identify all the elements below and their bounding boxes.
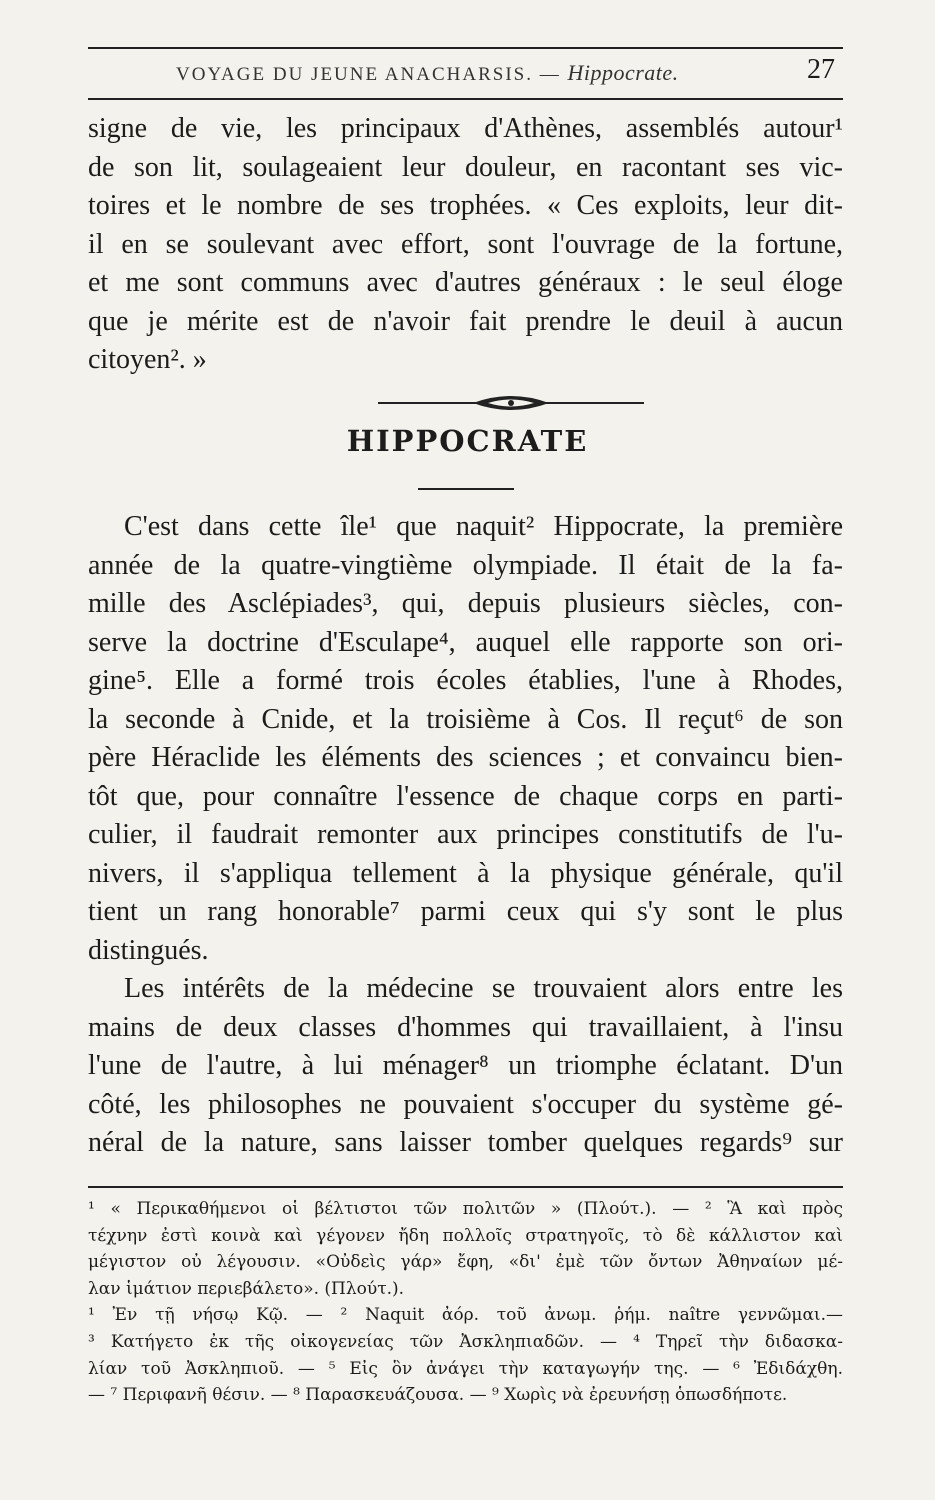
text-line: année de la quatre-vingtième olympiade. Il était de la fa- (88, 549, 843, 581)
running-head-chapter: Hippocrate. (567, 60, 679, 85)
text-line: et me sont communs avec d'autres généraux : le seul éloge (88, 267, 843, 298)
text-line: C'est dans cette île¹ que naquit² Hippocrate, la première (124, 511, 843, 542)
text-line: mains de deux classes d'hommes qui travaillaient, à l'insu (88, 1011, 843, 1043)
text-line: mille des Asclépiades³, qui, depuis plusieurs siècles, con- (88, 588, 843, 619)
footnote-line: τέχνην ἐστὶ κοινὰ καὶ γέγονεν ἤδη πολλοῖς στρατηγοῖς, τὸ δὲ κάλλιστον καὶ (88, 1225, 843, 1246)
footnote-line: ¹ Ἐν τῇ νήσῳ Κῷ. — ² Naquit ἀόρ. τοῦ ἀνωμ. ῥήμ. naître γεννῶμαι.— (88, 1305, 843, 1326)
section-title: HIPPOCRATE (346, 424, 589, 458)
header-rule (88, 98, 843, 100)
footnote-line: ¹ « Περικαθήμενοι οἱ βέλτιστοι τῶν πολιτῶν » (Πλούτ.). — ² Ἃ καὶ πρὸς (88, 1199, 843, 1219)
footnote-line: — ⁷ Περιφανῆ θέσιν. — ⁸ Παρασκευάζουσα. — ⁹ Χωρὶς νὰ ἐρευνήσῃ ὁπωσδήποτε. (88, 1385, 788, 1406)
footnote-line: λίαν τοῦ Ἀσκληπιοῦ. — ⁵ Εἰς ὃν ἀνάγει τὴν καταγωγήν της. — ⁶ Ἐδιδάχθη. (88, 1358, 843, 1379)
text-line: serve la doctrine d'Esculape⁴, auquel elle rapporte son ori- (88, 626, 843, 658)
text-line: de son lit, soulageaient leur douleur, en racontant ses vic- (88, 151, 843, 183)
text-line: que je mérite est de n'avoir fait prendre le deuil à aucun (88, 305, 843, 337)
text-line: côté, les philosophes ne pouvaient s'occuper du système gé- (88, 1088, 843, 1120)
text-line: signe de vie, les principaux d'Athènes, assemblés autour¹ (88, 113, 843, 144)
footnote-line: ³ Κατήγετο ἐκ τῆς οἰκογενείας τῶν Ἀσκληπιαδῶν. — ⁴ Τηρεῖ τὴν διδασκα- (88, 1331, 843, 1352)
text-line: tient un rang honorable⁷ parmi ceux qui s'y sont le plus (88, 896, 843, 927)
text-line: néral de la nature, sans laisser tomber quelques regards⁹ sur (88, 1127, 843, 1158)
text-line: tôt que, pour connaître l'essence de chaque corps en parti- (88, 780, 843, 812)
footnotes (88, 1196, 843, 1409)
text-line: père Héraclide les éléments des sciences ; et convaincu bien- (88, 742, 843, 773)
text-line: toires et le nombre de ses trophées. « Ces exploits, leur dit- (88, 190, 843, 221)
footnotes-glossary (88, 1302, 843, 1408)
text-line: distingués. (88, 934, 209, 966)
running-head-title (176, 60, 679, 86)
text-line: citoyen². » (88, 344, 207, 375)
top-rule (88, 47, 843, 49)
footnote-rule (88, 1186, 843, 1188)
text-line: l'une de l'autre, à lui ménager⁸ un triomphe éclatant. D'un (88, 1050, 843, 1081)
intro-paragraph (88, 110, 843, 380)
footnote-line: λαν ἱμάτιον περιεβάλετο». (Πλούτ.). (88, 1278, 405, 1299)
running-head (88, 56, 843, 90)
title-rule (418, 488, 514, 490)
text-line: la seconde à Cnide, et la troisième à Cos. Il reçut⁶ de son (88, 703, 843, 735)
paragraph-medicine (88, 970, 843, 1163)
text-line: gine⁵. Elle a formé trois écoles établies, l'une à Rhodes, (88, 665, 843, 696)
text-line: nivers, il s'appliqua tellement à la physique générale, qu'il (88, 857, 843, 889)
text-line: Les intérêts de la médecine se trouvaient alors entre les (124, 973, 843, 1004)
paragraph-hippocrate-origins (88, 508, 843, 970)
text-line: il en se soulevant avec effort, sont l'ouvrage de la fortune, (88, 228, 843, 260)
section-ornament-icon (378, 391, 644, 415)
footnote-line: μέγιστον οὐ λέγουσιν. «Οὐδεὶς γάρ» ἔφη, «δι' ἐμὲ τῶν ὄντων Ἀθηναίων μέ- (88, 1252, 843, 1273)
page-number: 27 (807, 54, 835, 85)
text-line: culier, il faudrait remonter aux principes constitutifs de l'u- (88, 819, 843, 850)
footnotes-greek-quote (88, 1196, 843, 1302)
running-head-book-title: VOYAGE DU JEUNE ANACHARSIS. — (176, 64, 568, 85)
